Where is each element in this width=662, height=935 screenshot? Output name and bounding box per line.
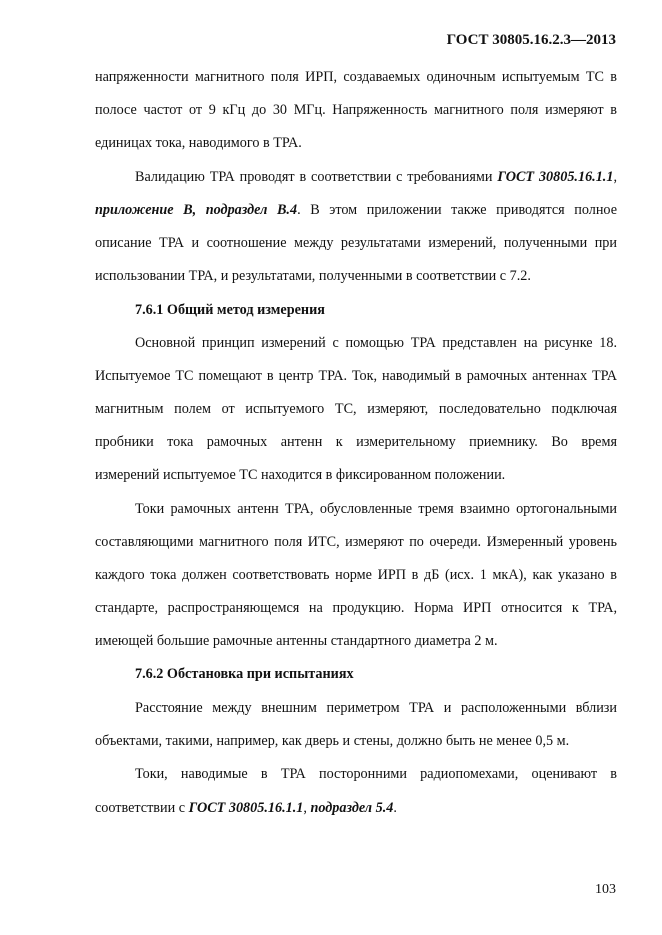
text-line xyxy=(95,201,617,219)
text-line xyxy=(95,799,617,817)
text-line: Токи рамочных антенн ТРА, обусловленные тремя взаимно ортогональными xyxy=(135,501,617,517)
text-line: магнитным полем от испытуемого ТС, измеряют, последовательно подключая xyxy=(95,401,617,417)
document-code-header: ГОСТ 30805.16.2.3—2013 xyxy=(446,32,616,48)
text: , xyxy=(613,169,617,185)
text-line: единицах тока, наводимого в ТРА. xyxy=(95,135,302,151)
section-heading-7-6-2: 7.6.2 Обстановка при испытаниях xyxy=(135,666,354,682)
text: , xyxy=(303,800,311,816)
text-line: измерений испытуемое ТС находится в фиксированном положении. xyxy=(95,467,506,483)
text-line: полосе частот от 9 кГц до 30 МГц. Напряженность магнитного поля измеряют в xyxy=(95,102,617,118)
text: соответствии с xyxy=(95,800,189,816)
text-line xyxy=(135,168,617,186)
text-line: имеющей большие рамочные антенны стандартного диаметра 2 м. xyxy=(95,633,498,649)
text: . xyxy=(393,800,397,816)
standard-reference: ГОСТ 30805.16.1.1 xyxy=(497,169,614,185)
text-line: объектами, такими, например, как дверь и стены, должно быть не менее 0,5 м. xyxy=(95,733,570,749)
text: Валидацию ТРА проводят в соответствии с требованиями xyxy=(135,169,498,185)
text-line: использовании ТРА, и результатами, полученными в соответствии с 7.2. xyxy=(95,268,531,284)
text-line: составляющими магнитного поля ИТС, измеряют по очереди. Измеренный уровень xyxy=(95,534,617,550)
subsection-reference: подраздел 5.4 xyxy=(310,800,394,816)
section-heading-7-6-1: 7.6.1 Общий метод измерения xyxy=(135,302,325,318)
text-line: Основной принцип измерений с помощью ТРА представлен на рисунке 18. xyxy=(135,335,617,351)
text: . В этом приложении также приводятся полное xyxy=(297,202,617,218)
text-line: стандарте, распространяющемся на продукцию. Норма ИРП относится к ТРА, xyxy=(95,600,617,616)
text-line: Токи, наводимые в ТРА посторонними радиопомехами, оценивают в xyxy=(135,766,617,782)
text-line: каждого тока должен соответствовать норме ИРП в дБ (исх. 1 мкА), как указано в xyxy=(95,567,617,583)
page-number: 103 xyxy=(595,882,616,897)
text-line: Расстояние между внешним периметром ТРА и расположенными вблизи xyxy=(135,700,617,716)
text-line: описание ТРА и соотношение между результатами измерений, полученными при xyxy=(95,235,617,251)
text-line: Испытуемое ТС помещают в центр ТРА. Ток, наводимый в рамочных антеннах ТРА xyxy=(95,368,617,384)
appendix-reference: приложение В, подраздел В.4 xyxy=(95,202,298,218)
standard-reference: ГОСТ 30805.16.1.1 xyxy=(188,800,304,816)
text-line: напряженности магнитного поля ИРП, создаваемых одиночным испытуемым ТС в xyxy=(95,69,617,85)
text-line: пробники тока рамочных антенн к измерительному приемнику. Во время xyxy=(95,434,617,450)
